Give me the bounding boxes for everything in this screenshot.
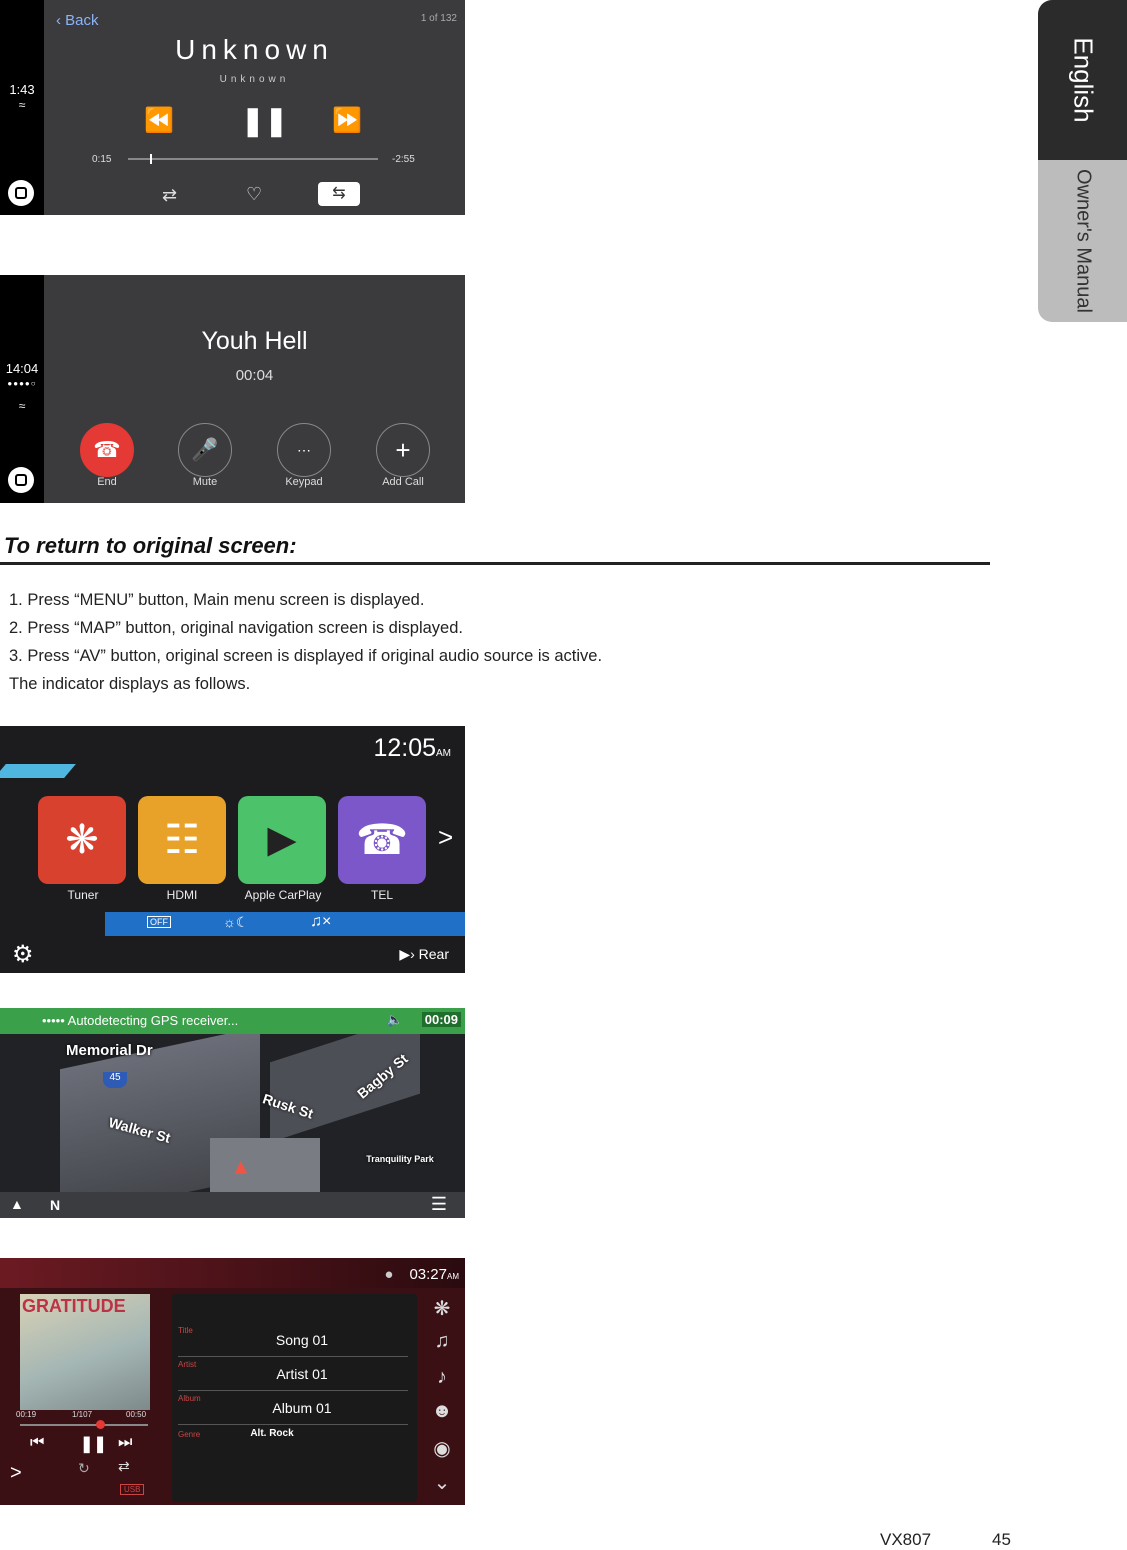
settings-gear-icon: ⚙ xyxy=(12,941,34,968)
menu-clock: 12:05AM xyxy=(373,734,451,762)
call-duration: 00:04 xyxy=(235,367,274,384)
nav-bottom-bar xyxy=(0,1192,465,1218)
speaker-icon: ▶› xyxy=(399,946,419,962)
mute-label: Mute xyxy=(192,476,218,488)
repeat-icon: ↻ xyxy=(78,1460,90,1476)
manual-tab xyxy=(1038,160,1127,322)
status-time: 1:43 xyxy=(9,82,35,97)
step-3: 3. Press “AV” button, original screen is displayed if original audio source is active. xyxy=(9,647,603,665)
app-label-tel: TEL xyxy=(370,888,393,902)
row-divider xyxy=(178,1390,408,1391)
carplay-sidebar xyxy=(0,0,44,215)
track-info-panel xyxy=(172,1294,417,1502)
wifi-icon: ≈ xyxy=(18,98,26,112)
repeat-icon: ⇆ xyxy=(318,182,360,206)
album-art xyxy=(20,1294,150,1410)
menu-icon: ☰ xyxy=(430,1194,447,1214)
park-label: Tranquility Park xyxy=(366,1154,434,1164)
pause-icon: ❚❚ xyxy=(241,105,288,136)
step-2: 2. Press “MAP” button, original navigation screen is displayed. xyxy=(9,619,463,637)
artist-value: Artist 01 xyxy=(276,1366,328,1382)
carplay-sidebar xyxy=(0,275,44,503)
back-link: ‹ Back xyxy=(56,12,99,29)
hdmi-icon: ☷ xyxy=(138,796,226,884)
keypad-label: Keypad xyxy=(285,476,323,488)
radio-icon: ❋ xyxy=(433,1298,451,1320)
title-value: Song 01 xyxy=(275,1332,329,1348)
interstate-shield: 45 xyxy=(103,1072,127,1088)
rewind-icon: ⏪ xyxy=(144,107,174,134)
album-field-label: Album xyxy=(178,1394,201,1403)
pause-icon: ❚❚ xyxy=(80,1436,107,1453)
playlist-icon: ♫ xyxy=(434,1330,450,1352)
volume-icon: 🔈 xyxy=(386,1012,403,1027)
manual-label: Owner's Manual xyxy=(1072,169,1094,313)
tuner-icon: ❋ xyxy=(38,796,126,884)
street-label: Memorial Dr xyxy=(66,1042,153,1059)
navigation-screenshot xyxy=(0,1008,465,1218)
music-note-icon: ♪ xyxy=(437,1366,447,1388)
street-label: Rusk St xyxy=(260,1090,316,1122)
row-divider xyxy=(178,1356,408,1357)
off-label: OFF xyxy=(147,916,171,928)
gps-status-bar xyxy=(0,1008,465,1034)
music-progress xyxy=(20,1424,148,1426)
music-screenshot xyxy=(0,1258,465,1505)
compass-label: N xyxy=(50,1197,61,1213)
caller-name: Youh Hell xyxy=(201,327,308,355)
music-elapsed: 00:19 xyxy=(16,1410,37,1419)
shuffle-icon: ⇄ xyxy=(162,185,178,205)
position-arrow-icon: ▲ xyxy=(230,1154,252,1179)
track-count: 1 of 132 xyxy=(420,13,457,24)
genre-value: Alt. Rock xyxy=(250,1428,294,1439)
add-call-label: Add Call xyxy=(382,476,424,488)
progress-knob xyxy=(150,154,152,164)
call-screenshot xyxy=(0,275,465,503)
end-label: End xyxy=(97,476,117,488)
row-divider xyxy=(178,1424,408,1425)
music-total: 00:50 xyxy=(126,1410,147,1419)
phone-icon: ☎ xyxy=(338,796,426,884)
fast-forward-icon: ⏩ xyxy=(332,107,362,134)
carplay-icon: ▶ xyxy=(238,796,326,884)
keypad-icon: ⋯ xyxy=(277,423,331,477)
song-artist: Unknown xyxy=(219,74,290,85)
gps-status-text: ••••• Autodetecting GPS receiver... xyxy=(42,1013,239,1028)
rear-label: ▶› Rear xyxy=(399,946,449,962)
language-tab xyxy=(1038,0,1127,160)
indicator-note: The indicator displays as follows. xyxy=(9,675,251,693)
app-label-tuner: Tuner xyxy=(67,888,99,902)
title-field-label: Title xyxy=(178,1326,193,1335)
wifi-icon: ≈ xyxy=(18,399,26,413)
music-mute-icon: ♫× xyxy=(310,913,332,930)
language-label: English xyxy=(1068,37,1098,123)
person-icon: ☻ xyxy=(431,1400,453,1422)
street-label: Bagby St xyxy=(353,1050,411,1102)
track-number: 1/107 xyxy=(72,1410,93,1419)
expand-arrow-icon: > xyxy=(10,1462,22,1484)
compass-arrow-icon: ▲ xyxy=(10,1196,24,1212)
home-button xyxy=(8,180,34,206)
artist-field-label: Artist xyxy=(178,1360,197,1369)
status-time: 14:04 xyxy=(5,361,39,376)
previous-icon: ⏮ xyxy=(30,1434,45,1451)
app-label-carplay: Apple CarPlay xyxy=(244,888,322,902)
day-night-icon: ☼☾ xyxy=(223,914,249,930)
home-button xyxy=(8,467,34,493)
music-clock: ● 03:27AM xyxy=(384,1266,459,1283)
music-progress-knob xyxy=(96,1420,105,1429)
app-label-hdmi: HDMI xyxy=(166,888,198,902)
disc-icon: ◉ xyxy=(433,1438,451,1460)
next-icon: ⏭ xyxy=(118,1434,133,1451)
building-block xyxy=(210,1138,320,1198)
album-art-title: GRATITUDE xyxy=(22,1296,126,1316)
dimmer-bar xyxy=(105,912,465,936)
page-number: 45 xyxy=(992,1530,1011,1549)
section-heading: To return to original screen: xyxy=(4,533,297,558)
mute-icon: 🎤 xyxy=(178,423,232,477)
next-arrow-icon: > xyxy=(438,822,454,852)
heading-rule xyxy=(0,562,990,565)
shuffle-icon: ⇄ xyxy=(118,1458,130,1474)
usb-source-label: USB xyxy=(120,1484,144,1495)
street-label: Walker St xyxy=(107,1114,173,1146)
bluetooth-icon: ● xyxy=(384,1266,394,1283)
elapsed-time: 0:15 xyxy=(92,154,112,165)
progress-track xyxy=(128,158,378,160)
nav-time: 00:09 xyxy=(422,1012,461,1027)
accent-stripe xyxy=(0,764,76,778)
song-title: Unknown xyxy=(175,34,334,65)
genre-field-label: Genre xyxy=(178,1430,201,1439)
album-value: Album 01 xyxy=(272,1400,332,1416)
add-call-icon: + xyxy=(376,423,430,477)
heart-icon: ♡ xyxy=(246,184,263,204)
signal-icon: ●●●●○ xyxy=(7,379,37,388)
main-menu-screenshot xyxy=(0,726,465,973)
step-1: 1. Press “MENU” button, Main menu screen is displayed. xyxy=(9,591,425,609)
now-playing-screenshot xyxy=(0,0,465,215)
remaining-time: -2:55 xyxy=(392,154,415,165)
end-call-icon: ☎ xyxy=(80,423,134,477)
model-number: VX807 xyxy=(880,1530,932,1549)
double-chevron-icon: ⌄ xyxy=(433,1472,451,1494)
